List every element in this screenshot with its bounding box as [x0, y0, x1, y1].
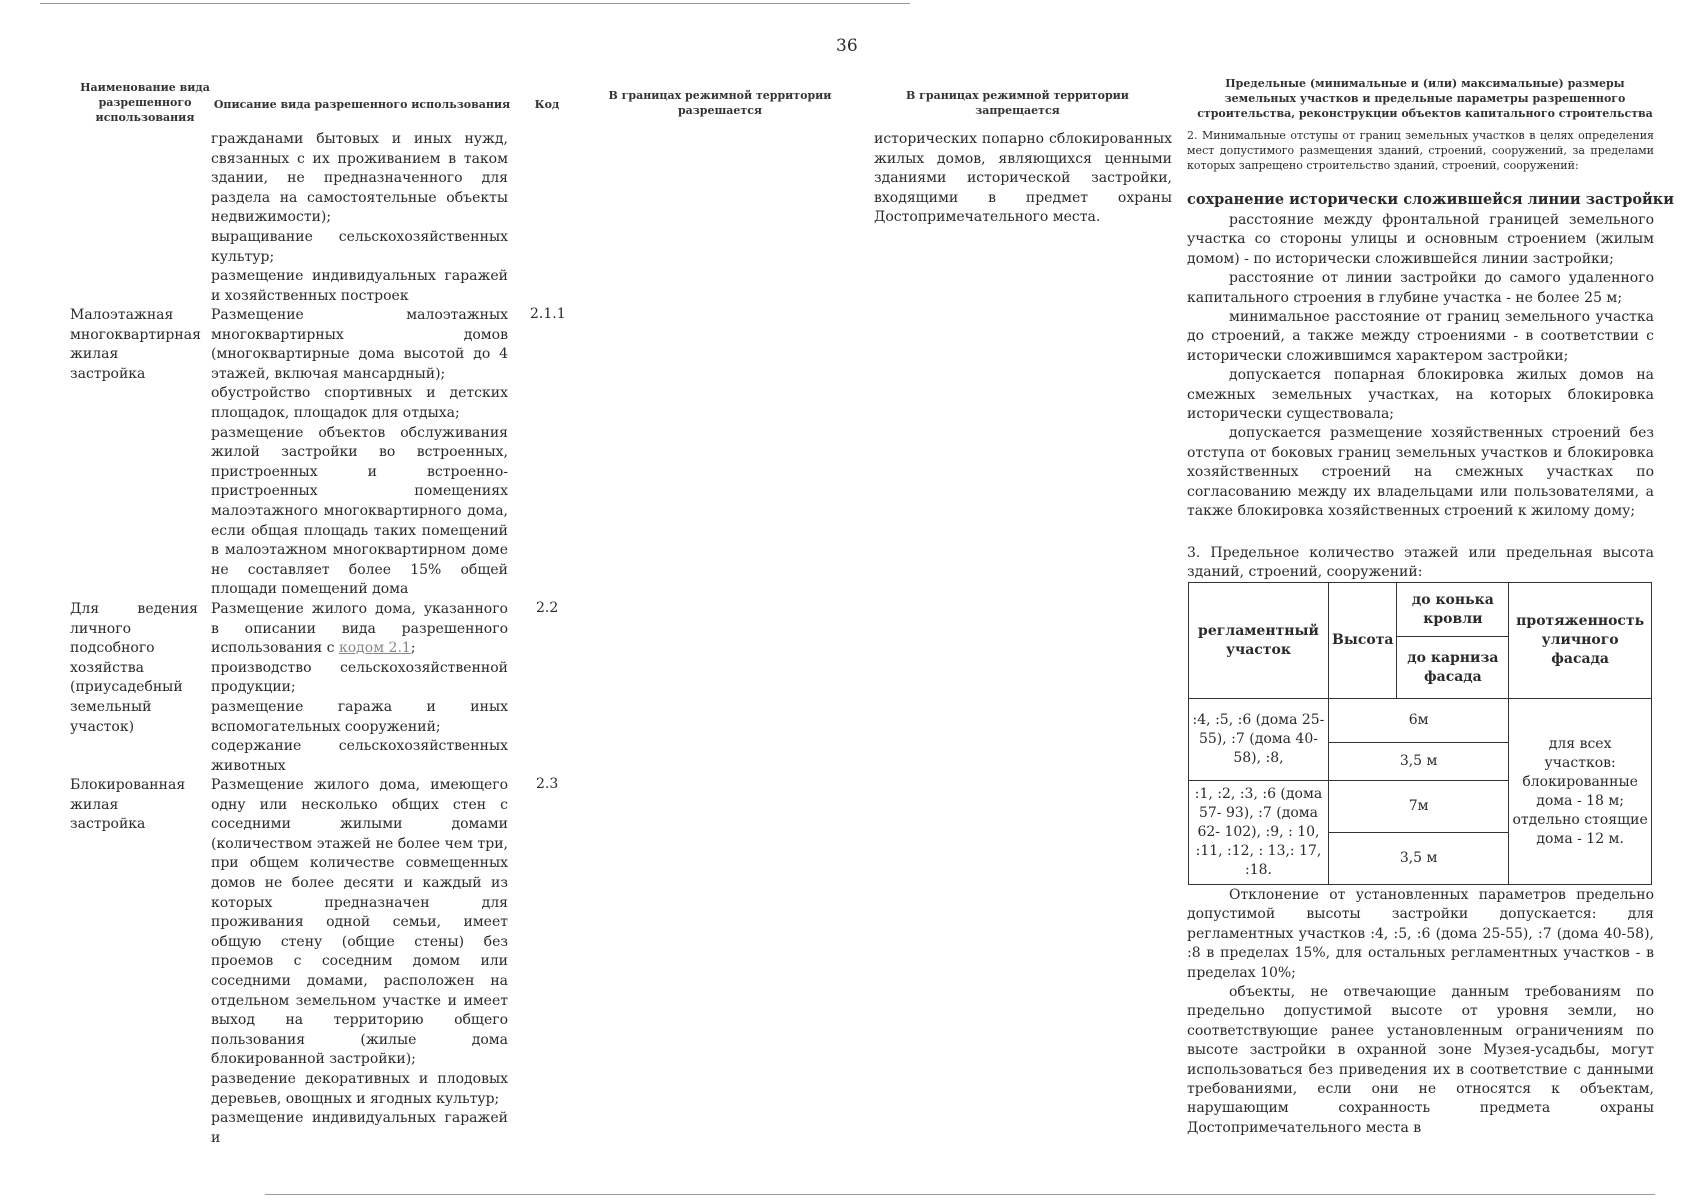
header-forbidden: В границах режимной территории запрещается [906, 89, 1129, 117]
description-text: размещение индивидуальных гаражей и хозяйственных построек [211, 268, 508, 304]
description-text: производство сельскохозяйственной продукции; [211, 659, 508, 696]
th-eaves: до карниза фасада [1397, 637, 1509, 699]
header-limits: Предельные (минимальные и (или) максимальные) размеры земельных участков и предельные параметры разрешенного строительства, реконструкции объектов капитального строительства [1197, 77, 1653, 120]
limits-item-2-bold: сохранение исторически сложившейся линии застройки [1187, 191, 1674, 208]
limits-paragraph: минимальное расстояние от границ земельного участка до строений, а также между строениями - в соответствии с исторически сложившимся характером застройки; [1187, 309, 1654, 364]
td-group1-areas: :4, :5, :6 (дома 25-55), :7 (дома 40-58), :8, [1189, 699, 1329, 781]
scan-edge-bottom [265, 1194, 1655, 1195]
description-text: размещение гаража и иных вспомогательных сооружений; [211, 698, 508, 735]
td-length-note: для всех участков: блокированные дома - 18 м; отдельно стоящие дома - 12 м. [1509, 699, 1652, 885]
height-limits-table [1188, 582, 1652, 885]
description-text: содержание сельскохозяйственных животных [211, 738, 508, 774]
description-row-4 [211, 776, 508, 1148]
description-row-3 [211, 600, 508, 776]
td-group2-areas: :1, :2, :3, :6 (дома 57- 93), :7 (дома 62- 102), :9, : 10, :11, :12, : 13,: 17, :18. [1189, 781, 1329, 885]
limits-paragraph: допускается попарная блокировка жилых домов на смежных земельных участках, на которых блокировка исторически существовала; [1187, 367, 1654, 423]
limits-item-3-title: 3. Предельное количество этажей или предельная высота зданий, строений, сооружений: [1187, 545, 1654, 581]
limits-paragraph: расстояние от линии застройки до самого удаленного капитального строения в глубине участка - не более 25 м; [1187, 270, 1654, 306]
description-row-2 [211, 306, 508, 600]
limits-paragraph: объекты, не отвечающие данным требованиям по предельно допустимой высоте от уровня земли, но соответствующие ранее установленным ограничениям по высоте застройки в охранной зоне Музея-усадьбы, могут использоваться без приведения их в соответствие с данными требованиями, если они не относятся к объектам, нарушающим сохранность предмета охраны Достопримечательного места в [1187, 984, 1654, 1136]
description-text: размещение объектов обслуживания жилой застройки во встроенных, пристроенных и встроенно-пристроенных помещениях малоэтажного многоквартирного дома, если общая площадь таких помещений в малоэтажном многоквартирном доме не составляет более 15% общей площади помещений дома [211, 424, 508, 598]
description-text: размещение индивидуальных гаражей и [211, 1110, 508, 1146]
td-group1-eaves: 3,5 м [1328, 743, 1508, 781]
limits-after-table [1187, 886, 1654, 1138]
use-name-row-2: Малоэтажная многоквартирная жилая застройка [70, 307, 201, 382]
description-text: Размещение жилого дома, имеющего одну или несколько общих стен с соседними жилыми домами (количеством этажей не более чем три, при общем количестве совмещенных домов не более десяти и каждый из которых предназначен для проживания одной семьи, имеет общую стену (общие стены) без проемов с соседним домом или соседними домами, расположен на отдельном земельном участке и имеет выход на территорию общего пользования (жилые дома блокированной застройки); [211, 777, 508, 1068]
limits-paragraph: допускается размещение хозяйственных строений без отступа от боковых границ земельных участков и блокировка хозяйственных строений на смежных участках по согласованию между их владельцами или пользователями, а также блокировка хозяйственных строений к жилому дому; [1187, 425, 1654, 520]
description-suffix: ; [410, 640, 416, 657]
description-text [211, 600, 508, 659]
description-text: гражданами бытовых и иных нужд, связанных с их проживанием в таком здании, не предназначенного для раздела на самостоятельные объекты недвижимости); [211, 131, 508, 226]
th-length: протяженность уличного фасада [1509, 583, 1652, 699]
forbidden-text [874, 130, 1172, 228]
header-description: Описание вида разрешенного использования [213, 98, 511, 111]
td-group2-ridge: 7м [1328, 781, 1508, 833]
description-row-1 [211, 130, 508, 306]
code-row-2: 2.1.1 [530, 306, 566, 322]
limits-paragraph: расстояние между фронтальной границей земельного участка со стороны улицы и основным строением (жилым домом) - по исторически сложившейся линии застройки; [1187, 212, 1654, 267]
header-code: Код [534, 98, 560, 111]
limits-paragraph: Отклонение от установленных параметров предельно допустимой высоты застройки допускается: для регламентных участков :4, :5, :6 (дома 25-55), :7 (дома 40-58), :8 в пределах 15%, для остальных регламентных участков - в пределах 10%; [1187, 887, 1654, 981]
header-allowed: В границах режимной территории разрешается [608, 89, 832, 117]
limits-item-2-paragraphs [1187, 211, 1654, 522]
header-name: Наименование вида разрешенного использования [80, 81, 210, 124]
page-number: 36 [836, 36, 858, 56]
limits-item-2-intro: 2. Минимальные отступы от границ земельных участков в целях определения мест допустимого размещения зданий, строений, сооружений, за пределами которых запрещено строительство зданий, строений, сооружений: [1187, 129, 1654, 172]
use-name-row-3: Для ведения личного подсобного хозяйства (приусадебный земельный участок) [70, 601, 198, 735]
code-link[interactable]: кодом 2.1 [338, 640, 411, 657]
description-text: Размещение малоэтажных многоквартирных домов (многоквартирные дома высотой до 4 этажей, включая мансардный); [211, 307, 508, 382]
code-row-3: 2.2 [536, 600, 559, 616]
td-group1-ridge: 6м [1328, 699, 1508, 743]
th-area: регламентный участок [1189, 583, 1329, 699]
th-height: Высота [1328, 583, 1396, 699]
description-text: выращивание сельскохозяйственных культур; [211, 228, 508, 265]
th-ridge: до конька кровли [1397, 583, 1509, 637]
description-text: разведение декоративных и плодовых деревьев, овощных и ягодных культур; [211, 1070, 508, 1107]
scan-edge-top [40, 3, 910, 4]
code-row-4: 2.3 [536, 776, 559, 792]
description-text: обустройство спортивных и детских площадок, площадок для отдыха; [211, 385, 508, 421]
use-name-row-4: Блокированная жилая застройка [70, 777, 186, 833]
td-group2-eaves: 3,5 м [1328, 833, 1508, 885]
description-prefix: Размещение жилого дома, указанного в описании вида разрешенного использования с [211, 601, 508, 657]
forbidden-paragraph: исторических попарно сблокированных жилых домов, являющихся ценными зданиями исторической застройки, входящими в предмет охраны Достопримечательного места. [874, 131, 1172, 226]
